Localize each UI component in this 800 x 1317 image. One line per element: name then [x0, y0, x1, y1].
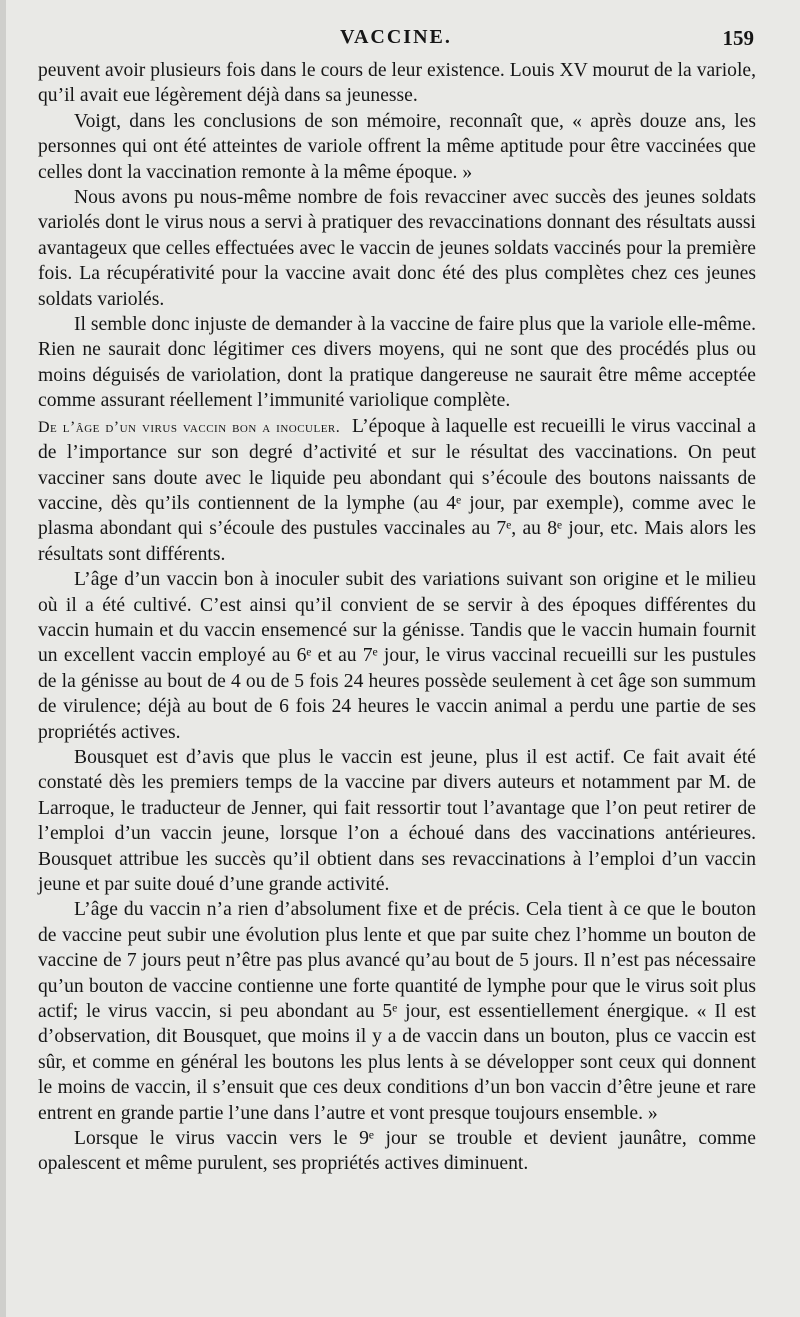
- body-text: [38, 58, 756, 1177]
- paragraph: L’âge d’un vaccin bon à inoculer subit des variations suivant son origine et le milieu où il a été cultivé. C’est ainsi qu’il convient de se servir à des époques différentes du vaccin humain et du vaccin ensemencé sur la génisse. Tandis que le vaccin humain fournit un excellent vaccin employé au 6ᵉ et au 7ᵉ jour, le virus vaccinal recueilli sur les pustules de la génisse au bout de 4 ou de 5 fois 24 heures possède seulement à cet âge son summum de virulence; déjà au bout de 6 fois 24 heures le vaccin animal a perdu une partie de ses propriétés actives.: [38, 569, 756, 743]
- paragraph: Il semble donc injuste de demander à la vaccine de faire plus que la variole elle-même. Rien ne saurait donc légitimer ces divers moyens, qui ne sont que des procédés plus ou moins déguisés de variolation, dont la pratique dangereuse ne saurait être même acceptée comme assurant réellement l’immunité variolique complète.: [38, 314, 756, 412]
- paragraph: Bousquet est d’avis que plus le vaccin est jeune, plus il est actif. Ce fait avait été constaté dès les premiers temps de la vaccine par divers auteurs et notamment par M. de Larroque, le traducteur de Jenner, qui fait ressortir tout l’avantage que l’on peut retirer de l’emploi d’un vaccin jeune, lorsque l’on a échoué dans des vaccinations antérieures. Bousquet attribue les succès qu’il obtient dans ses revaccinations à l’emploi d’un vaccin jeune et par suite doué d’une grande activité.: [38, 746, 756, 895]
- section-paragraph: [38, 414, 756, 567]
- paragraph: Nous avons pu nous-même nombre de fois revacciner avec succès des jeunes soldats variolés dont le virus nous a servi à pratiquer des revaccinations donnant des résultats aussi avantageux que celles effectuées avec le vaccin de jeunes soldats vaccinés pour la première fois. La récupérativité pour la vaccine avait donc été des plus complètes chez ces jeunes soldats variolés.: [38, 187, 756, 310]
- section-text: L’époque à laquelle est recueilli le virus vaccinal a de l’importance sur son degré d’activité et sur le résultat des vaccinations. On peut vacciner sans doute avec le liquide peu abondant qui s’écoule des boutons naissants de vaccine, dès qu’ils contiennent de la lymphe (au 4ᵉ jour, par exemple), comme avec le plasma abondant qui s’écoule des pustules vaccinales au 7ᵉ, au 8ᵉ jour, etc. Mais alors les résultats sont différents.: [38, 415, 757, 565]
- scan-edge: [0, 0, 6, 1317]
- paragraph: Voigt, dans les conclusions de son mémoire, reconnaît que, « après douze ans, les personnes qui ont été atteintes de variole offrent la même aptitude pour être vaccinées que celles dont la vaccination remonte à la même époque. »: [38, 110, 756, 183]
- paragraph: peuvent avoir plusieurs fois dans le cours de leur existence. Louis XV mourut de la variole, qu’il avait eue légèrement déjà dans sa jeunesse.: [38, 60, 756, 107]
- paragraph: Lorsque le virus vaccin vers le 9ᵉ jour se trouble et devient jaunâtre, comme opalescent et même purulent, ses propriétés actives diminuent.: [38, 1128, 756, 1175]
- paragraph: L’âge du vaccin n’a rien d’absolument fixe et de précis. Cela tient à ce que le bouton de vaccine peut subir une évolution plus lente et que par suite chez l’homme un bouton de vaccine de 7 jours peut n’être pas plus avancé qu’au bout de 5 jours. Il n’est pas nécessaire qu’un bouton de vaccine contienne une forte quantité de lymphe pour que le virus soit plus actif; le virus vaccin, si peu abondant au 5ᵉ jour, est essentiellement énergique. « Il est d’observation, dit Bousquet, que moins il y a de vaccin dans un bouton, plus ce vaccin est sûr, et comme en général les boutons les plus lents à se développer sont ceux qui donnent le moins de vaccin, il s’ensuit que ces deux conditions d’un bon vaccin d’être jeune et rare entrent en grande partie l’une dans l’autre et vont presque toujours ensemble. »: [38, 899, 756, 1124]
- page-header: [38, 26, 754, 56]
- page-number: 159: [722, 26, 754, 50]
- running-title: VACCINE.: [340, 26, 452, 48]
- section-heading: De l’âge d’un virus vaccin bon a inoculer.: [38, 418, 341, 436]
